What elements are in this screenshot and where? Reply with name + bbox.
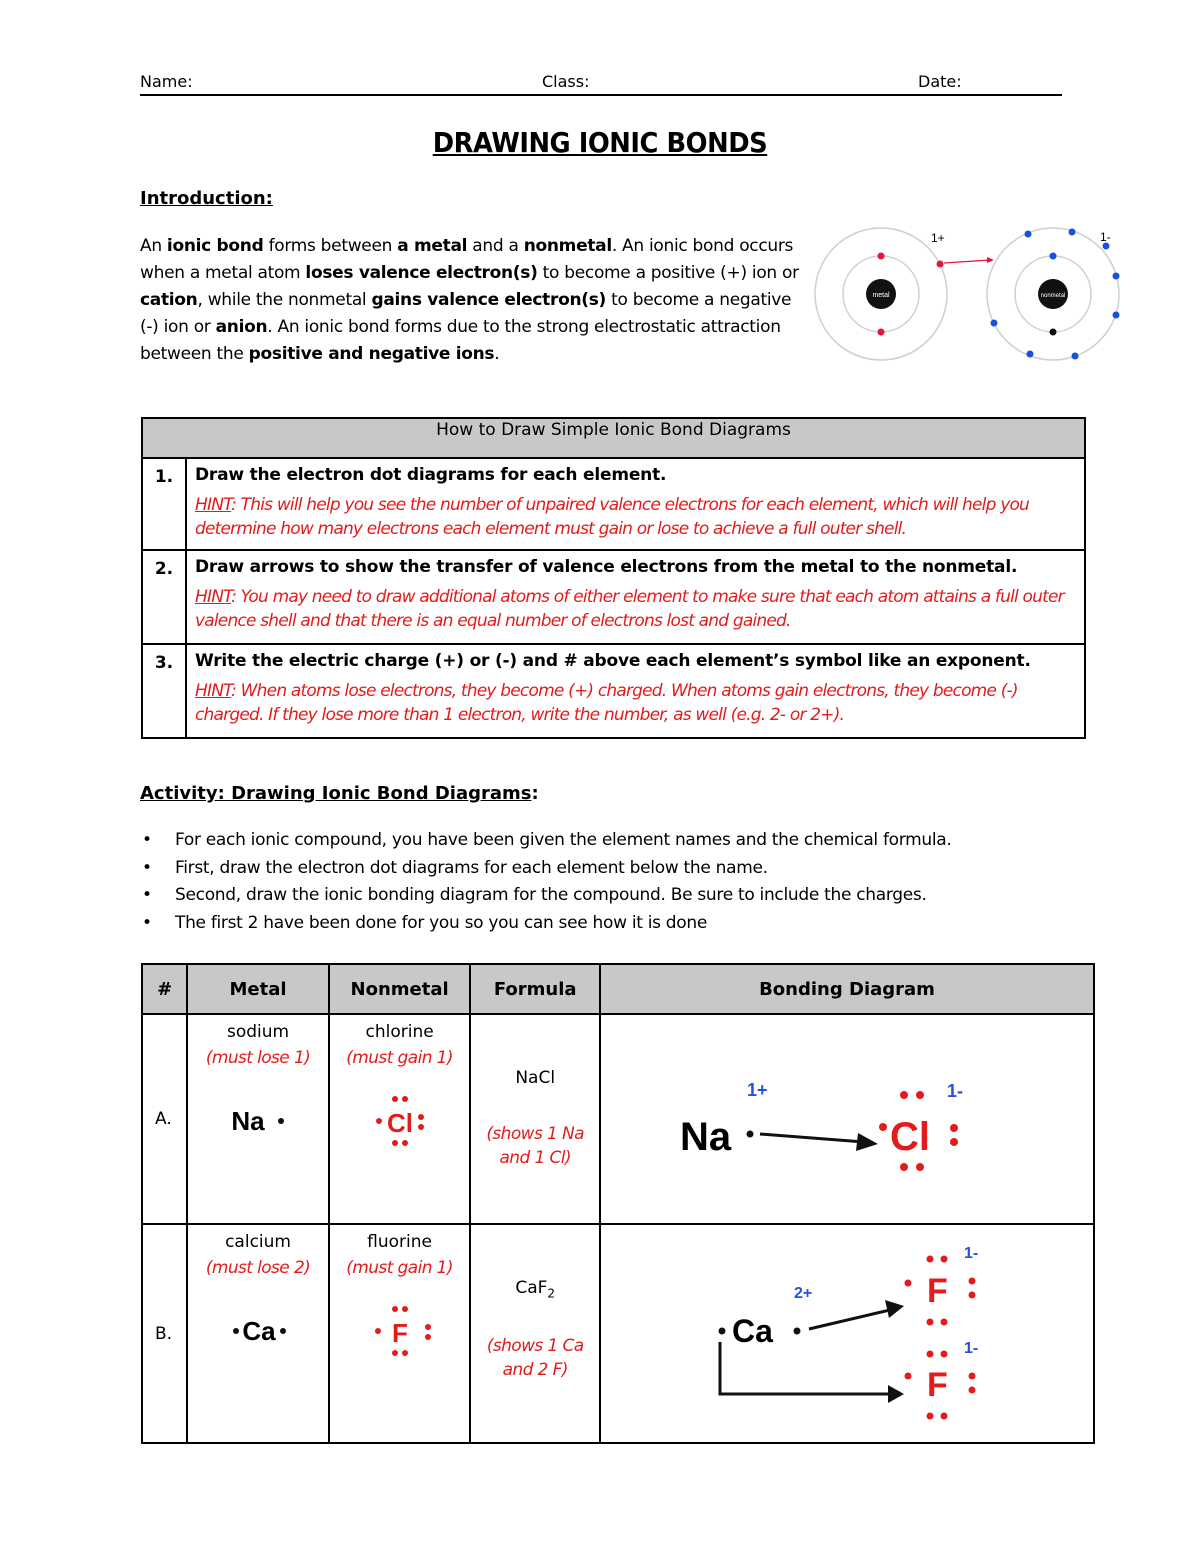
bonding-diagram-cell <box>600 1224 1094 1443</box>
name-label: Name: <box>140 72 193 91</box>
list-item: • For each ionic compound, you have been given the element names and the chemical formula. <box>140 830 952 858</box>
metal-charge: 1+ <box>931 231 945 245</box>
step-number: 1. <box>142 458 186 550</box>
nonmetal-note: (must gain 1) <box>346 1048 453 1068</box>
metal-cell <box>187 1224 329 1443</box>
nonmetal-charge: 1- <box>1100 230 1111 244</box>
nonmetal-cell <box>329 1014 471 1224</box>
table-row <box>142 1224 1094 1443</box>
column-header-number: # <box>142 964 187 1014</box>
svg-text:F: F <box>391 1318 408 1348</box>
activity-table <box>141 963 1095 1444</box>
step-number: 3. <box>142 644 186 738</box>
svg-text:Na: Na <box>231 1106 265 1136</box>
svg-text:1-: 1- <box>947 1081 964 1101</box>
step-text: Draw arrows to show the transfer of valence electrons from the metal to the nonmetal. <box>195 557 1018 577</box>
bonding-diagram-cell <box>600 1014 1094 1224</box>
instruction-row <box>142 458 1085 550</box>
svg-text:F: F <box>927 1272 948 1310</box>
nonmetal-label: nonmetal <box>1040 293 1066 299</box>
caf2-bonding-diagram <box>602 1226 1092 1436</box>
introduction-paragraph: An ionic bond forms between a metal and a nonmetal. An ionic bond occurs when a metal atom loses valence electron(s) to become a positive (+) ion or cation, while the nonmetal gains valence electron(s) to become a negative (-) ion or anion. An ionic bond forms due to the strong electrostatic attraction between the positive and negative ions. <box>140 236 799 364</box>
column-header-metal: Metal <box>187 964 329 1014</box>
metal-cell <box>187 1014 329 1224</box>
svg-text:Cl: Cl <box>386 1108 413 1138</box>
row-index: A. <box>142 1014 187 1224</box>
nonmetal-cell <box>329 1224 471 1443</box>
svg-text:F: F <box>927 1366 948 1404</box>
instruction-row <box>142 550 1085 644</box>
list-item: • Second, draw the ionic bonding diagram for the compound. Be sure to include the charges. <box>140 885 952 913</box>
instruction-row <box>142 644 1085 738</box>
class-label: Class: <box>542 72 590 91</box>
nonmetal-name: fluorine <box>367 1232 433 1252</box>
column-header-bonding-diagram: Bonding Diagram <box>600 964 1094 1014</box>
instructions-table <box>141 417 1086 739</box>
row-index: B. <box>142 1224 187 1443</box>
step-number: 2. <box>142 550 186 644</box>
instructions-header: How to Draw Simple Ionic Bond Diagrams <box>142 418 1085 458</box>
chlorine-dot-diagram <box>335 1068 465 1168</box>
svg-text:Cl: Cl <box>890 1115 930 1159</box>
step-hint: HINT: When atoms lose electrons, they become (+) charged. When atoms gain electrons, they become (-) charged. If they lose more than 1 electron, write the number, as well (e.g. 2- or 2+). <box>195 681 1018 725</box>
svg-text:1+: 1+ <box>747 1080 768 1100</box>
step-hint: HINT: This will help you see the number of unpaired valence electrons for each element, which will help you determine how many electrons each element must gain or lose to achieve a full outer shell. <box>195 495 1030 539</box>
activity-heading: Activity: Drawing Ionic Bond Diagrams: <box>140 783 539 804</box>
metal-note: (must lose 1) <box>205 1048 311 1068</box>
formula: NaCl <box>515 1068 556 1088</box>
column-header-formula: Formula <box>470 964 600 1014</box>
student-info-header <box>140 72 1062 96</box>
step-text: Draw the electron dot diagrams for each element. <box>195 465 667 485</box>
calcium-dot-diagram <box>193 1278 323 1378</box>
metal-label: metal <box>872 292 890 299</box>
formula-cell <box>470 1014 600 1224</box>
list-item: • The first 2 have been done for you so you can see how it is done <box>140 913 952 941</box>
column-header-nonmetal: Nonmetal <box>329 964 471 1014</box>
metal-note: (must lose 2) <box>205 1258 311 1278</box>
svg-text:2+: 2+ <box>794 1285 813 1302</box>
list-item: • First, draw the electron dot diagrams for each element below the name. <box>140 858 952 886</box>
activity-instructions <box>140 830 952 940</box>
svg-text:1-: 1- <box>964 1245 979 1262</box>
ionic-transfer-diagram <box>808 220 1130 368</box>
nonmetal-name: chlorine <box>365 1022 434 1042</box>
metal-atom <box>815 228 947 360</box>
sodium-dot-diagram <box>193 1068 323 1168</box>
metal-name: calcium <box>225 1232 291 1252</box>
svg-text:1-: 1- <box>964 1340 979 1357</box>
table-row <box>142 1014 1094 1224</box>
step-text: Write the electric charge (+) or (-) and # above each element’s symbol like an exponent. <box>195 651 1031 671</box>
nonmetal-atom <box>987 228 1120 360</box>
introduction-heading: Introduction: <box>140 188 273 209</box>
step-hint: HINT: You may need to draw additional atoms of either element to make sure that each atom attains a full outer valence shell and that there is an equal number of electrons lost and gained. <box>195 587 1064 631</box>
formula: CaF$_2$ <box>515 1278 556 1301</box>
formula-cell <box>470 1224 600 1443</box>
page-title: DRAWING IONIC BONDS <box>432 126 768 159</box>
fluorine-dot-diagram <box>335 1278 465 1378</box>
formula-note: (shows 1 Na and 1 Cl) <box>486 1124 584 1168</box>
svg-text:Ca: Ca <box>732 1313 773 1349</box>
date-label: Date: <box>918 72 962 91</box>
metal-name: sodium <box>226 1022 290 1042</box>
svg-text:Ca: Ca <box>242 1316 276 1346</box>
nacl-bonding-diagram <box>602 1016 1092 1216</box>
svg-text:Na: Na <box>680 1115 732 1159</box>
nonmetal-note: (must gain 1) <box>346 1258 453 1278</box>
formula-note: (shows 1 Ca and 2 F) <box>486 1336 584 1381</box>
